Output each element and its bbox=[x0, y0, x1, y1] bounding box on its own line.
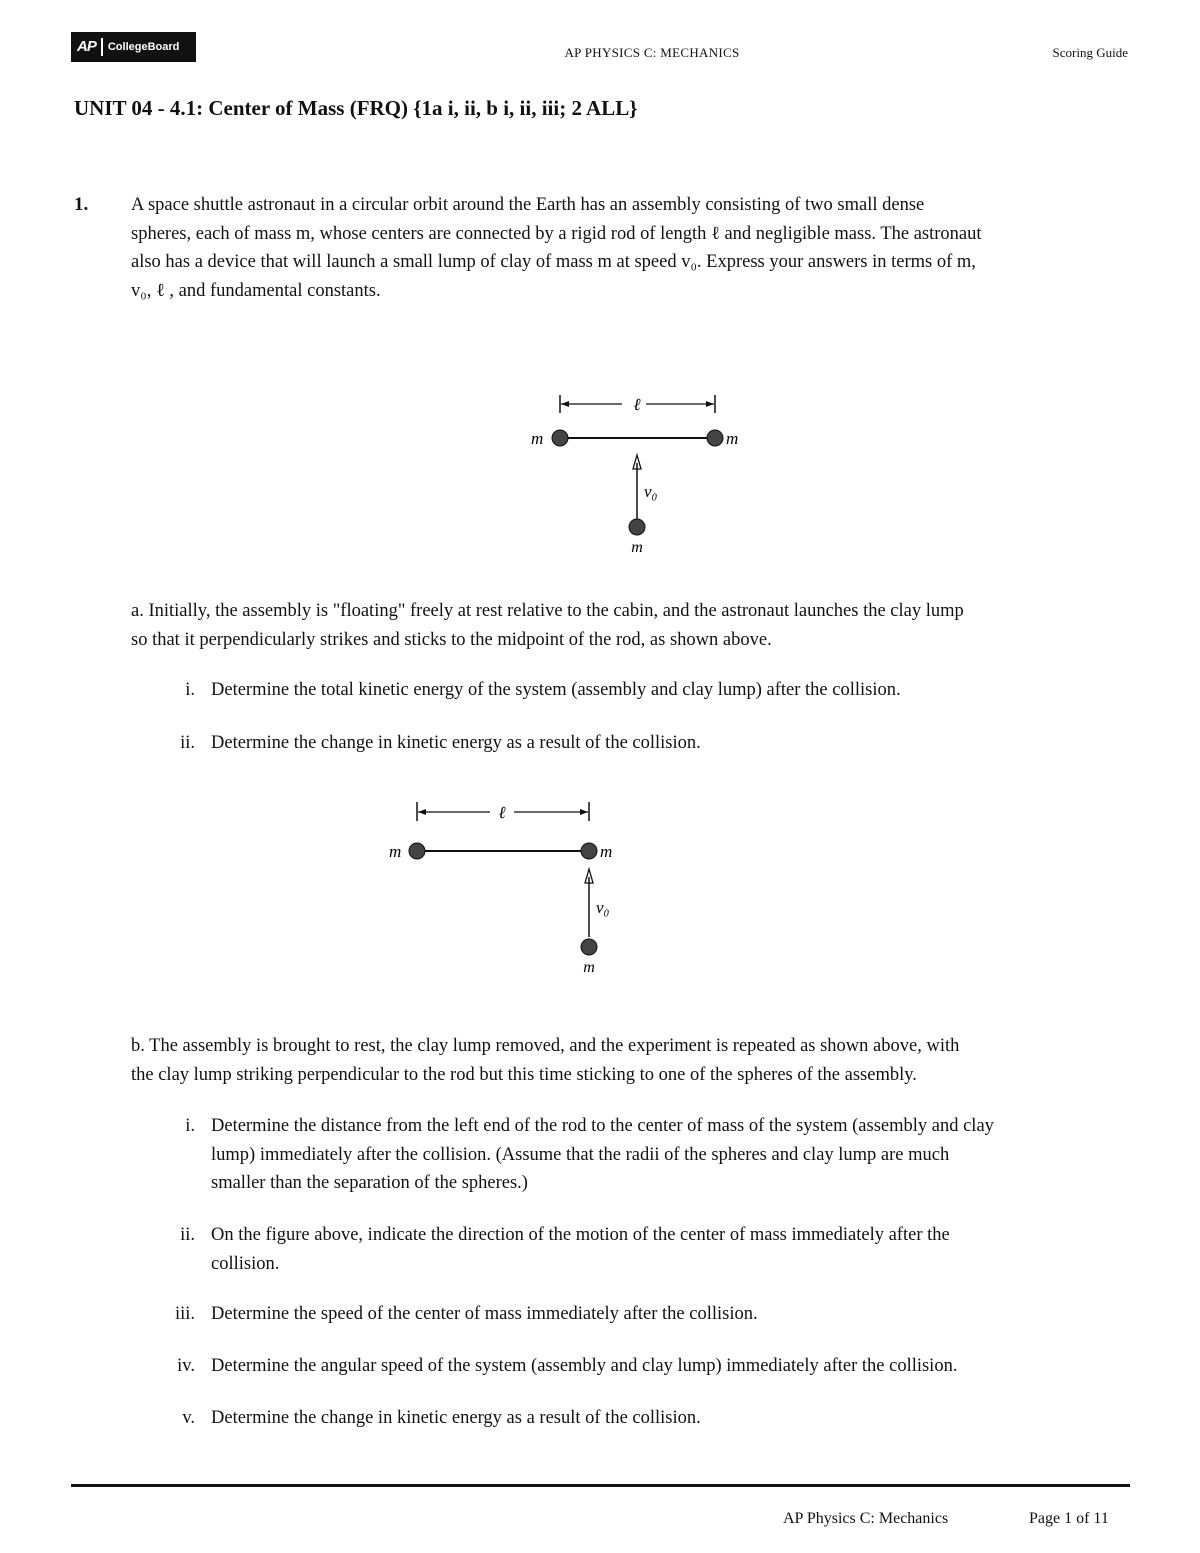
right-mass-label: m bbox=[600, 842, 613, 861]
length-dimension bbox=[560, 395, 715, 414]
figure-b bbox=[380, 797, 630, 977]
right-sphere bbox=[581, 843, 597, 859]
item-text: Determine the distance from the left end of the rod to the center of mass of the system (assembly and clay bbox=[211, 1116, 994, 1136]
item-marker: i. bbox=[185, 1116, 195, 1136]
intro-line: spheres, each of mass m, whose centers are connected by a rigid rod of length ℓ and negligible mass. The astronaut bbox=[131, 223, 982, 244]
item-marker: i. bbox=[185, 680, 195, 700]
part-a-line: a. Initially, the assembly is "floating" freely at rest relative to the cabin, and the astronaut launches the clay lump bbox=[131, 601, 964, 621]
intro-line: also has a device that will launch a small lump of clay of mass m at speed v₀. Express your answers in terms of m, bbox=[131, 252, 976, 272]
header-course: AP PHYSICS C: MECHANICS bbox=[564, 45, 740, 60]
item-marker: ii. bbox=[180, 1225, 195, 1245]
left-sphere bbox=[552, 430, 568, 446]
page-title: UNIT 04 - 4.1: Center of Mass (FRQ) {1a i, ii, b i, ii, iii; 2 ALL} bbox=[74, 96, 638, 120]
right-mass-label: m bbox=[726, 429, 739, 448]
intro-line: v₀, ℓ , and fundamental constants. bbox=[131, 280, 381, 301]
part-b-line: b. The assembly is brought to rest, the clay lump removed, and the experiment is repeated as shown above, with bbox=[131, 1036, 960, 1056]
item-text: Determine the angular speed of the system (assembly and clay lump) immediately after the collision. bbox=[211, 1356, 958, 1376]
item-marker: v. bbox=[182, 1408, 195, 1428]
clay-mass-label: m bbox=[631, 539, 643, 556]
part-a-text bbox=[131, 597, 1131, 654]
part-b-line: the clay lump striking perpendicular to the rod but this time sticking to one of the spheres of the assembly. bbox=[131, 1064, 917, 1085]
part-b-text bbox=[131, 1032, 1131, 1089]
item-text: lump) immediately after the collision. (Assume that the radii of the spheres and clay lump are much bbox=[211, 1144, 950, 1165]
velocity-arrow bbox=[585, 869, 593, 937]
velocity-label: v₀ bbox=[644, 482, 658, 501]
item-marker: ii. bbox=[180, 733, 195, 753]
logo-brand-text: CollegeBoard bbox=[107, 41, 180, 53]
header-doc-type: Scoring Guide bbox=[1052, 45, 1128, 60]
item-text: collision. bbox=[211, 1253, 280, 1274]
item-text: Determine the change in kinetic energy as a result of the collision. bbox=[211, 1408, 701, 1428]
length-label: ℓ bbox=[633, 395, 641, 414]
footer-page-number: Page 1 of 11 bbox=[1029, 1510, 1109, 1527]
item-text: smaller than the separation of the spheres.) bbox=[211, 1173, 528, 1193]
length-label: ℓ bbox=[498, 803, 506, 822]
footer-rule bbox=[71, 1484, 1130, 1487]
right-sphere bbox=[707, 430, 723, 446]
item-text: Determine the change in kinetic energy as a result of the collision. bbox=[211, 733, 701, 753]
footer-course: AP Physics C: Mechanics bbox=[783, 1510, 949, 1527]
clay-lump bbox=[581, 939, 597, 955]
item-marker: iii. bbox=[174, 1304, 195, 1324]
question-intro bbox=[131, 191, 1131, 305]
clay-lump bbox=[629, 519, 645, 535]
left-sphere bbox=[409, 843, 425, 859]
logo-ap-text: AP bbox=[77, 38, 103, 56]
left-mass-label: m bbox=[531, 429, 544, 448]
length-dimension bbox=[417, 802, 589, 822]
intro-line: A space shuttle astronaut in a circular orbit around the Earth has an assembly consisting of two small dense bbox=[131, 195, 925, 215]
clay-mass-label: m bbox=[583, 959, 595, 976]
item-text: Determine the total kinetic energy of the system (assembly and clay lump) after the collision. bbox=[211, 680, 901, 700]
item-text: On the figure above, indicate the direction of the motion of the center of mass immediately after the bbox=[211, 1225, 950, 1245]
figure-a bbox=[520, 385, 760, 560]
item-text: Determine the speed of the center of mass immediately after the collision. bbox=[211, 1304, 758, 1324]
part-a-line: so that it perpendicularly strikes and sticks to the midpoint of the rod, as shown above. bbox=[131, 629, 772, 650]
left-mass-label: m bbox=[389, 842, 402, 861]
question-number: 1. bbox=[74, 194, 89, 215]
item-marker: iv. bbox=[177, 1356, 195, 1376]
velocity-arrow bbox=[633, 455, 641, 519]
velocity-label: v₀ bbox=[596, 898, 610, 917]
